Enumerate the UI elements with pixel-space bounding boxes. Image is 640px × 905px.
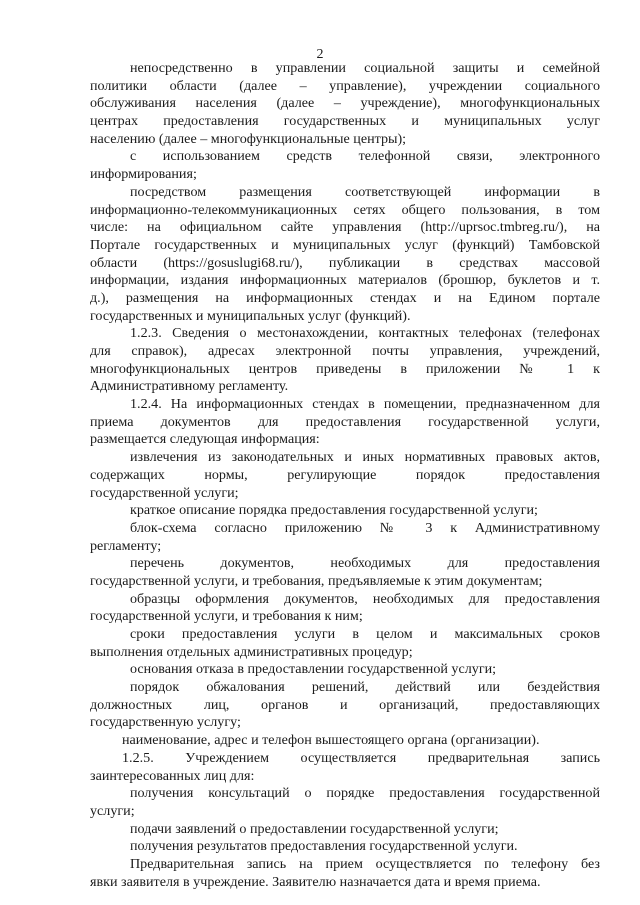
- text-line: 1.2.3. Сведения о местонахождении, контактных телефонах (телефонах: [130, 325, 600, 342]
- text-line: государственной услуги, и требования, предъявляемые к этим документам;: [90, 572, 543, 589]
- text-line: регламенту;: [90, 537, 162, 554]
- text-line: сроки предоставления услуги в целом и максимальных сроков: [130, 626, 600, 642]
- text-line: информационно-телекоммуникационных сетях общего пользования, в том: [90, 201, 600, 218]
- text-line: информирования;: [90, 166, 197, 183]
- paragraph-lines: [90, 60, 600, 891]
- text-line: перечень документов, необходимых для предоставления: [130, 555, 600, 572]
- text-line: подачи заявлений о предоставлении государственной услуги;: [130, 820, 499, 837]
- text-line: Портале государственных и муниципальных услуг (функций) Тамбовской: [90, 236, 600, 253]
- text-line: явки заявителя в учреждение. Заявителю назначается дата и время приема.: [90, 873, 541, 890]
- text-line: области (https://gosuslugi68.ru/), публикации в средствах массовой: [90, 254, 600, 271]
- text-line: извлечения из законодательных и иных нормативных правовых актов,: [130, 449, 600, 466]
- text-line: непосредственно в управлении социальной защиты и семейной: [130, 60, 600, 76]
- page-number: 2: [316, 47, 324, 62]
- text-line: государственной услуги, и требования к ним;: [90, 608, 363, 625]
- text-line: выполнения отдельных административных процедур;: [90, 643, 413, 660]
- text-line: государственных и муниципальных услуг (функций).: [90, 307, 411, 324]
- text-line: заинтересованных лиц для:: [90, 767, 255, 784]
- text-line: населению (далее – многофункциональные центры);: [90, 130, 407, 147]
- text-line: наименование, адрес и телефон вышестоящего органа (организации).: [122, 732, 540, 749]
- text-line: политики области (далее – управление), учреждении социального: [90, 77, 600, 94]
- text-line: 1.2.4. На информационных стендах в помещении, предназначенном для: [130, 396, 600, 413]
- text-line: получения консультаций о порядке предоставления государственной: [130, 785, 600, 802]
- text-line: краткое описание порядка предоставления государственной услуги;: [130, 502, 538, 519]
- text-line: должностных лиц, органов и организаций, предоставляющих: [90, 696, 600, 713]
- text-line: основания отказа в предоставлении государственной услуги;: [130, 661, 497, 678]
- text-line: содержащих нормы, регулирующие порядок предоставления: [90, 466, 600, 483]
- text-line: обслуживания населения (далее – учреждение), многофункциональных: [90, 95, 600, 112]
- text-line: получения результатов предоставления государственной услуги.: [130, 838, 518, 855]
- text-line: приема документов для предоставления государственной услуги,: [90, 413, 600, 430]
- text-line: числе: на официальном сайте управления (http://uprsoc.tmbreg.ru/), на: [90, 219, 600, 236]
- text-line: Административному регламенту.: [90, 378, 289, 395]
- text-line: государственную услугу;: [90, 714, 241, 731]
- text-line: Предварительная запись на прием осуществляется по телефону без: [130, 855, 600, 872]
- text-line: для справок), адресах электронной почты управления, учреждений,: [90, 343, 600, 359]
- text-line: с использованием средств телефонной связи, электронного: [130, 148, 600, 165]
- text-line: посредством размещения соответствующей информации в: [130, 183, 600, 200]
- text-line: образцы оформления документов, необходимых для предоставления: [130, 590, 600, 607]
- text-line: государственной услуги;: [90, 484, 239, 501]
- text-line: д.), размещения на информационных стендах и на Едином портале: [90, 289, 600, 306]
- text-line: размещается следующая информация:: [90, 431, 320, 448]
- text-line: многофункциональных центров приведены в приложении № 1 к: [90, 360, 600, 377]
- text-line: информации, издания информационных материалов (брошюр, буклетов и т.: [90, 272, 600, 289]
- body-text: [90, 60, 600, 891]
- text-line: центрах предоставления государственных и муниципальных услуг: [90, 113, 600, 130]
- text-line: блок-схема согласно приложению № 3 к Административному: [130, 519, 600, 536]
- text-line: порядок обжалования решений, действий или бездействия: [130, 679, 600, 696]
- text-line: 1.2.5. Учреждением осуществляется предварительная запись: [122, 749, 600, 766]
- text-line: услуги;: [90, 802, 135, 819]
